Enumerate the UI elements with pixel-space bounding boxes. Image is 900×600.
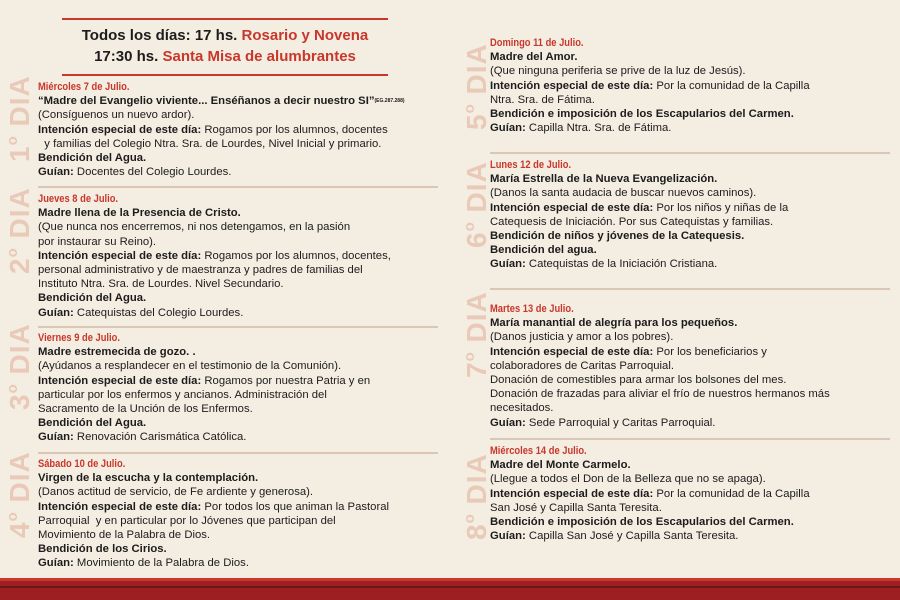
header-line-2 [62,46,388,67]
day-line [490,515,890,529]
day-line-bold: Intención especial de este día: [490,345,654,358]
day-8-lines [490,472,890,543]
day-6-date: Lunes 12 de Julio. [490,159,572,171]
separator [38,452,438,454]
day-line [38,151,458,165]
day-line-bold: Guían: [38,431,74,444]
day-line [38,235,458,249]
day-1-title-line [38,94,458,108]
day-line-bold: Guían: [38,557,74,570]
day-line-text: Docentes del Colegio Lourdes. [73,166,232,179]
day-line [38,556,458,570]
day-line [490,186,890,200]
day-8-label: 8$^o$ DIA [461,453,492,540]
day-line-bold: Bendición de niños y jóvenes de la Catequesis. [490,230,745,243]
day-line [490,373,890,387]
day-5-label: 5$^o$ DIA [461,43,492,130]
day-7-lines [490,330,890,429]
day-6-title: María Estrella de la Nueva Evangelización. [490,173,718,186]
day-line [38,263,458,277]
day-line [38,359,458,373]
day-line [38,165,458,179]
day-line [38,542,458,556]
day-line [38,249,458,263]
day-5-lines [490,64,890,135]
day-line-text: y familias del Colegio Ntra. Sra. de Lourdes, Nivel Inicial y primario. [38,137,382,150]
day-1-title-ref: (EG.287.288) [374,98,405,105]
day-line-text: (Que nunca nos encerremos, ni nos detengamos, en la pasión [38,221,351,234]
day-line [490,330,890,344]
day-5-title: Madre del Amor. [490,51,578,64]
day-line-text: (Danos actitud de servicio, de Fe ardiente y generosa). [38,486,314,499]
day-line-text: Sede Parroquial y Caritas Parroquial. [525,416,716,429]
day-line-text: (Ayúdanos a resplandecer en el testimonio de la Comunión). [38,360,342,373]
day-8-date: Miércoles 14 de Julio. [490,445,587,457]
day-line-text: Movimiento de la Palabra de Dios. [73,557,249,570]
day-4-block [38,457,458,571]
day-line [490,387,890,401]
header-event-1: Rosario y Novena [241,27,369,44]
day-2-title: Madre llena de la Presencia de Cristo. [38,207,241,220]
day-line-text: Rogamos por los alumnos, docentes [201,123,388,136]
day-5-block [490,36,890,135]
day-7-title: María manantial de alegría para los pequeños. [490,317,738,330]
day-line [490,257,890,271]
day-line [490,501,890,515]
day-line [490,401,890,415]
day-line-bold: Intención especial de este día: [38,249,202,262]
day-4-label: 4$^o$ DIA [4,451,35,538]
header-line-1 [62,25,388,46]
bottom-stripe [0,586,900,588]
day-line-bold: Bendición e imposición de los Escapularios del Carmen. [490,108,794,121]
day-line [38,108,458,122]
day-line-text: Donación de comestibles para armar los bolsones del mes. [490,374,787,387]
day-4-title: Virgen de la escucha y la contemplación. [38,472,259,485]
schedule-header [62,18,388,76]
day-5-date: Domingo 11 de Julio. [490,37,584,49]
day-line-bold: Intención especial de este día: [490,79,654,92]
day-line-text: Movimiento de la Palabra de Dios. [38,529,211,542]
day-line [490,229,890,243]
day-2-date: Jueves 8 de Julio. [38,193,119,205]
day-7-date: Martes 13 de Julio. [490,303,574,315]
day-3-block [38,331,458,445]
day-line-text: Renovación Carismática Católica. [73,431,247,444]
bottom-stripe [0,578,900,581]
day-line-text: Parroquial y en particular por lo Jóvenes que participan del [38,514,336,527]
day-line-bold: Guían: [490,416,526,429]
day-line-bold: Intención especial de este día: [490,201,654,214]
day-line [38,137,458,151]
day-line [490,64,890,78]
day-line [38,291,458,305]
day-line-bold: Guían: [38,166,74,179]
day-line-text: Por los beneficiarios y [653,345,767,358]
day-line-bold: Bendición del Agua. [38,417,147,430]
day-2-block [38,192,458,320]
day-line-text: Por los niños y niñas de la [653,201,789,214]
day-line [490,215,890,229]
day-line-text: Por todos los que animan la Pastoral [201,500,389,513]
day-line-text: Ntra. Sra. de Fátima. [490,93,595,106]
day-line-text: San José y Capilla Santa Teresita. [490,501,662,514]
bottom-band [0,578,900,600]
day-line-text: personal administrativo y de maestranza y padres de familias del [38,264,363,277]
day-2-label: 2$^o$ DIA [4,187,35,274]
day-line-text: Por la comunidad de la Capilla [653,487,810,500]
day-line-text: Sacramento de la Unción de los Enfermos. [38,403,253,416]
day-line-bold: Guían: [490,530,526,543]
day-line [490,243,890,257]
day-line [490,93,890,107]
day-line-bold: Guían: [38,306,74,319]
day-line-text: colaboradores de Caritas Parroquial. [490,359,674,372]
day-line-bold: Bendición de los Cirios. [38,543,167,556]
day-line [38,277,458,291]
day-4-lines [38,485,458,570]
day-8-block [490,444,890,543]
day-line-text: Donación de frazadas para aliviar el frío de nuestros hermanos más [490,388,830,401]
day-line [490,79,890,93]
day-line-text: (Danos justicia y amor a los pobres). [490,331,674,344]
day-line-text: Catequesis de Iniciación. Por sus Catequistas y familias. [490,215,774,228]
day-line [490,201,890,215]
day-line-bold: Guían: [490,258,526,271]
day-line [490,529,890,543]
day-line-text: Por la comunidad de la Capilla [653,79,810,92]
day-line [490,487,890,501]
day-line-bold: Intención especial de este día: [38,374,202,387]
day-line [490,472,890,486]
day-line [38,388,458,402]
separator [490,152,890,154]
header-time-1: 17 hs. [194,27,238,44]
day-6-block [490,158,890,272]
day-line-text: Rogamos por nuestra Patria y en [201,374,371,387]
day-line [38,485,458,499]
separator [38,186,438,188]
day-8-title: Madre del Monte Carmelo. [490,459,631,472]
separator [38,326,438,328]
day-1-lines [38,108,458,179]
day-line [490,416,890,430]
day-line-text: (Llegue a todos el Don de la Belleza que no se apaga). [490,473,766,486]
day-line-bold: Intención especial de este día: [490,487,654,500]
day-line [38,123,458,137]
day-line [38,416,458,430]
separator [490,288,890,290]
day-1-date: Miércoles 7 de Julio. [38,81,130,93]
day-line-text: particular por los enfermos y ancianos. Administración del [38,388,327,401]
day-line-text: Capilla San José y Capilla Santa Teresita. [525,530,739,543]
day-6-label: 6$^o$ DIA [461,161,492,248]
day-line [38,374,458,388]
day-line-text: Catequistas de la Iniciación Cristiana. [525,258,718,271]
day-line [38,528,458,542]
day-line-bold: Intención especial de este día: [38,123,202,136]
day-line-text: (Danos la santa audacia de buscar nuevos caminos). [490,187,757,200]
day-line [490,121,890,135]
day-1-title: “Madre del Evangelio viviente... Enséñanos a decir nuestro SI” [38,95,375,108]
day-line [38,402,458,416]
day-line-bold: Intención especial de este día: [38,500,202,513]
day-line-text: Catequistas del Colegio Lourdes. [73,306,244,319]
day-7-block [490,302,890,430]
day-line-bold: Bendición del agua. [490,244,597,257]
day-3-lines [38,359,458,444]
day-1-block [38,80,458,179]
day-line-text: Instituto Ntra. Sra. de Lourdes. Nivel Secundario. [38,278,284,291]
day-line [38,430,458,444]
day-line-bold: Bendición del Agua. [38,152,147,165]
separator [490,438,890,440]
day-line-text: (Que ninguna periferia se prive de la luz de Jesús). [490,65,746,78]
day-line [38,500,458,514]
day-line-bold: Guían: [490,122,526,135]
day-line [38,514,458,528]
day-7-label: 7$^o$ DIA [461,291,492,378]
day-line-text: por instaurar su Reino). [38,235,157,248]
day-3-label: 3$^o$ DIA [4,323,35,410]
day-line-bold: Bendición e imposición de los Escapularios del Carmen. [490,516,794,529]
day-line-text: Capilla Ntra. Sra. de Fátima. [525,122,672,135]
day-line [490,359,890,373]
day-3-title: Madre estremecida de gozo. . [38,346,196,359]
day-3-date: Viernes 9 de Julio. [38,332,120,344]
day-line-bold: Bendición del Agua. [38,292,147,305]
day-line [38,220,458,234]
day-1-label: 1$^o$ DIA [4,75,35,162]
day-2-lines [38,220,458,319]
day-line [38,306,458,320]
day-line [490,107,890,121]
header-time-2: 17:30 hs. [94,48,159,65]
day-4-date: Sábado 10 de Julio. [38,458,126,470]
header-prefix: Todos los días: [81,27,191,44]
header-event-2: Santa Misa de alumbrantes [162,48,356,65]
day-line-text: necesitados. [490,402,554,415]
day-line-text: (Consíguenos un nuevo ardor). [38,109,195,122]
day-6-lines [490,186,890,271]
day-line [490,345,890,359]
day-line-text: Rogamos por los alumnos, docentes, [201,249,391,262]
